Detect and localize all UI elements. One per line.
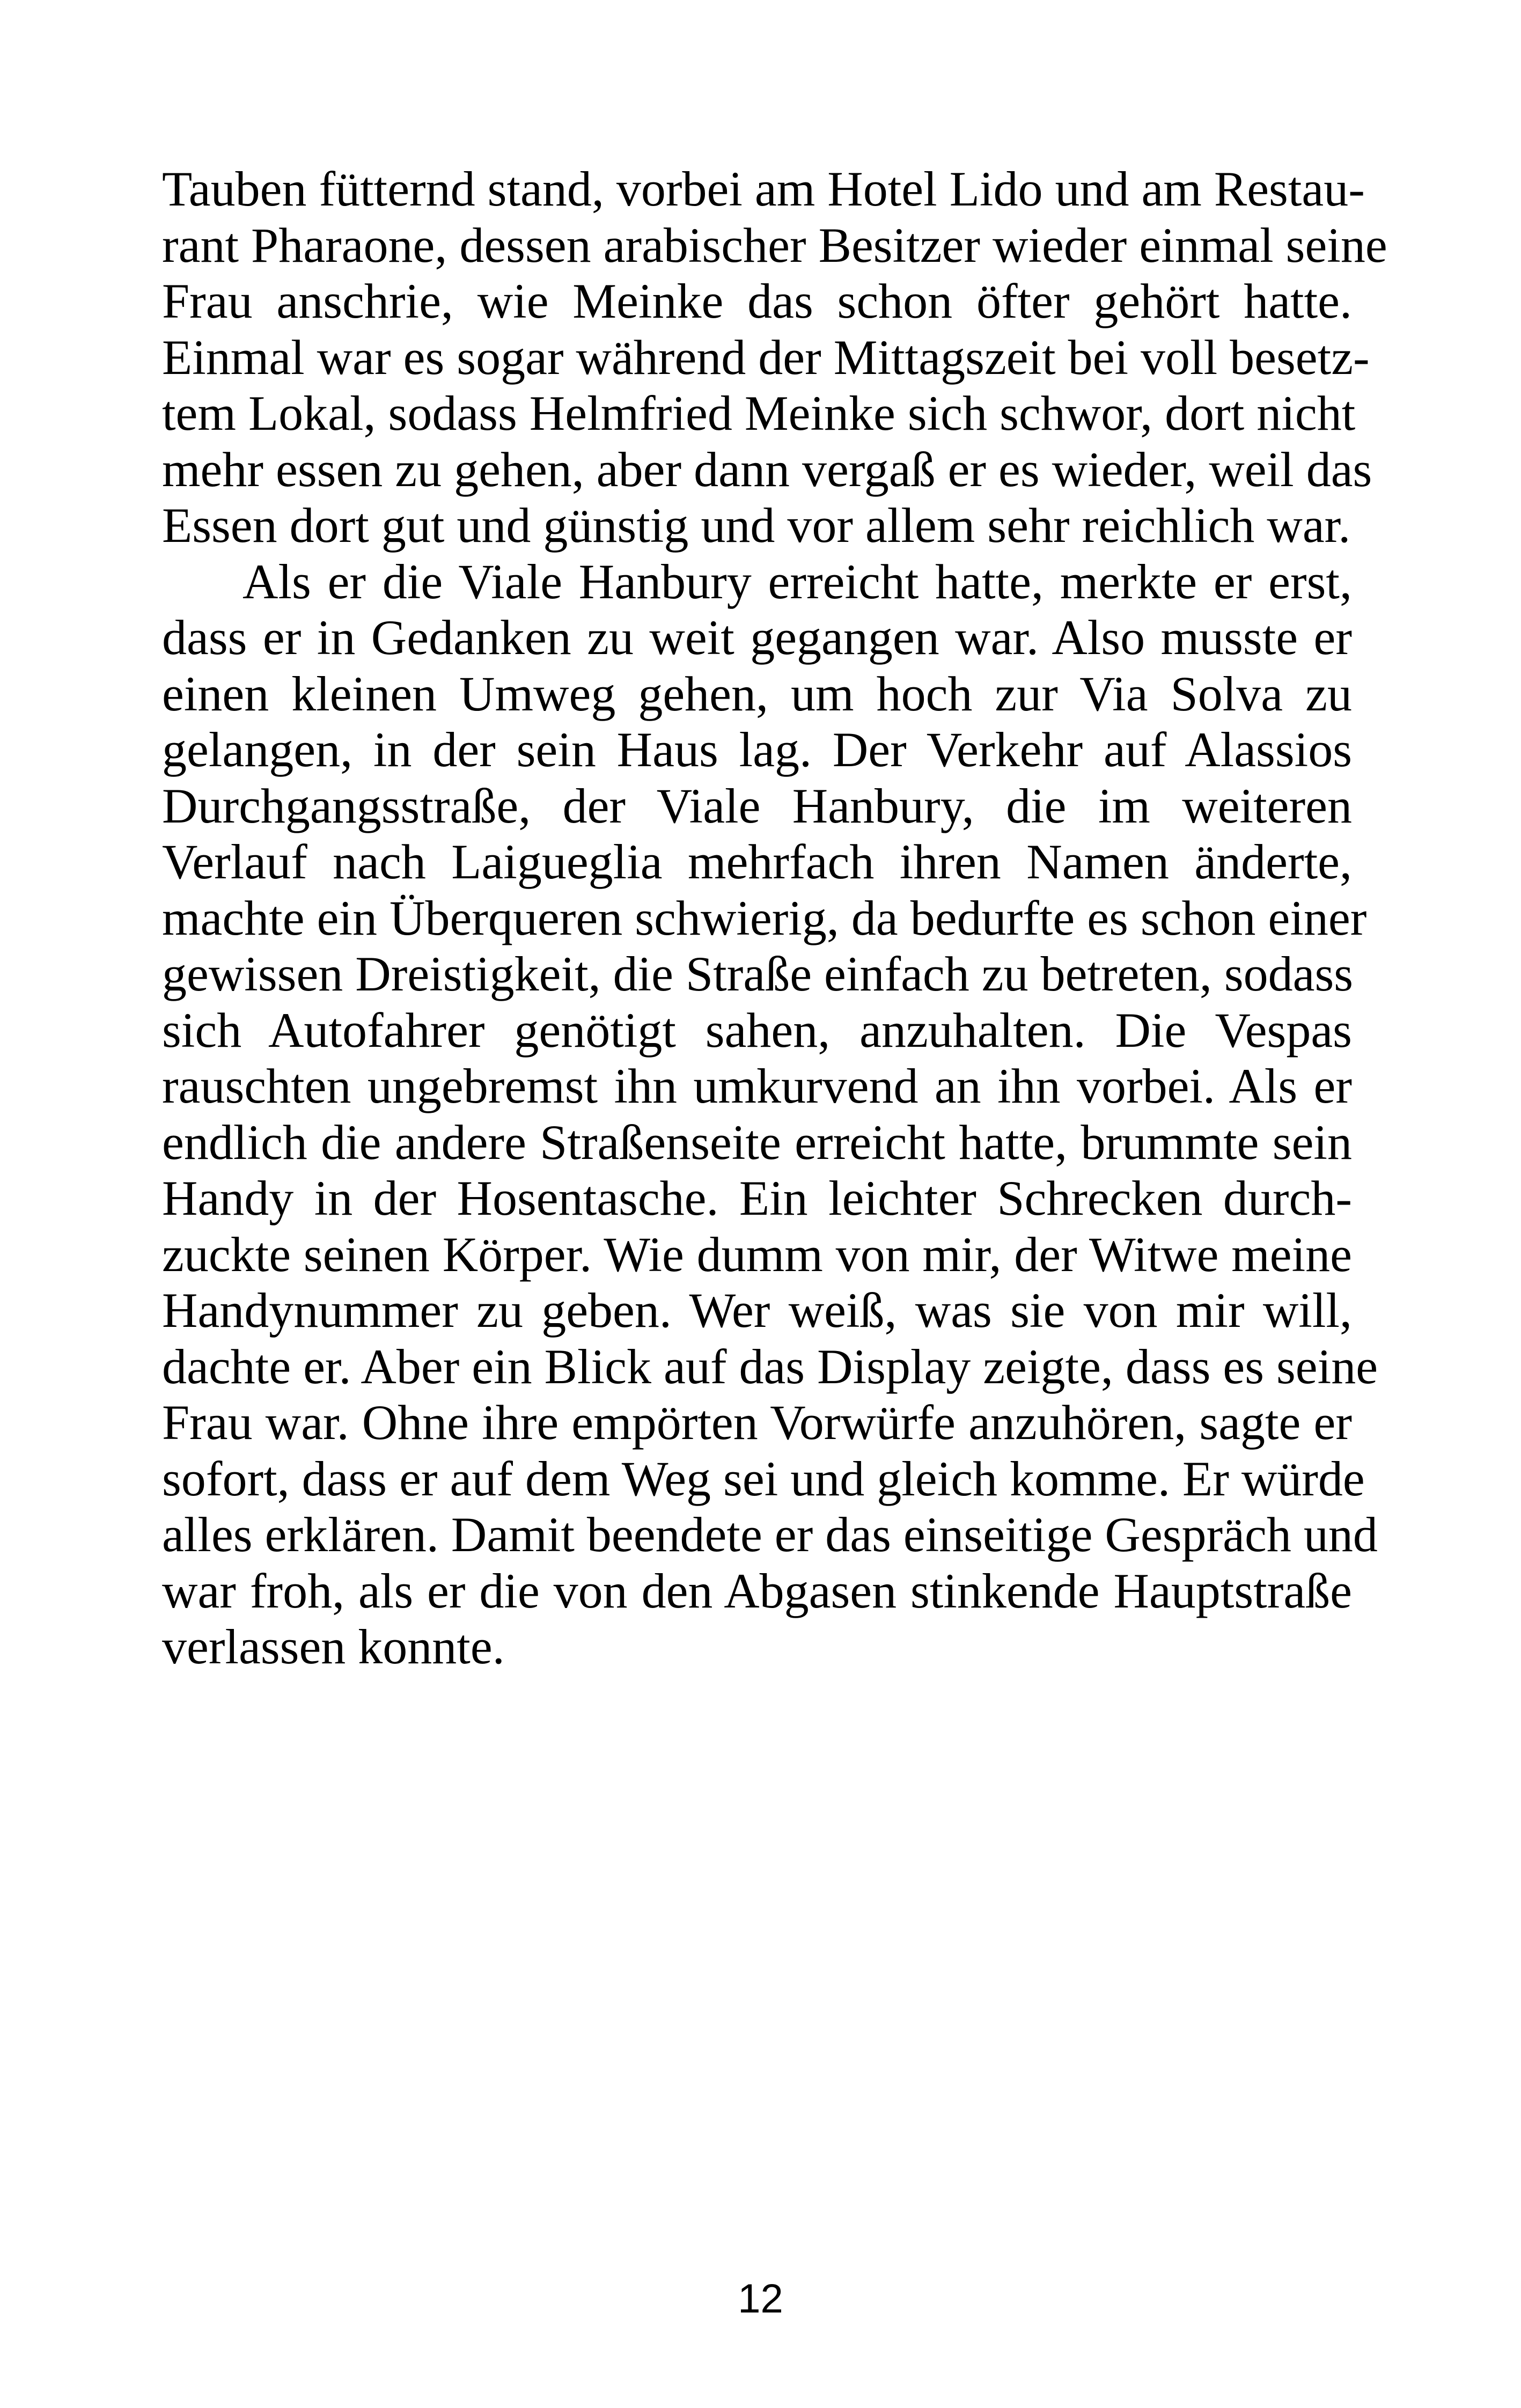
text-line: war froh, als er die von den Abgasen stinkende Hauptstraße — [162, 1563, 1352, 1618]
page-number: 12 — [738, 2276, 783, 2322]
text-line: tem Lokal, sodass Helmfried Meinke sich schwor, dort nicht — [162, 386, 1356, 441]
text-line: zuckte seinen Körper. Wie dumm von mir, der Witwe meine — [162, 1227, 1352, 1282]
text-line: mehr essen zu gehen, aber dann vergaß er es wieder, weil das — [162, 442, 1372, 497]
text-line: dass er in Gedanken zu weit gegangen war. Also musste er — [162, 610, 1352, 665]
text-line: sofort, dass er auf dem Weg sei und gleich komme. Er würde — [162, 1451, 1365, 1506]
text-line: Handynummer zu geben. Wer weiß, was sie von mir will, — [162, 1283, 1352, 1338]
text-line: sich Autofahrer genötigt sahen, anzuhalten. Die Vespas — [162, 1002, 1352, 1058]
text-line: gelangen, in der sein Haus lag. Der Verkehr auf Alassios — [162, 722, 1352, 777]
text-line: Einmal war es sogar während der Mittagszeit bei voll besetz- — [162, 329, 1370, 385]
text-line: Verlauf nach Laiguеglia mehrfach ihren Namen änderte, — [162, 834, 1352, 889]
text-line: alles erklären. Damit beendete er das einseitige Gespräch und — [162, 1507, 1378, 1562]
text-line: Als er die Viale Hanbury erreicht hatte, merkte er erst, — [243, 554, 1352, 609]
paragraph — [162, 161, 1387, 554]
text-line: Frau war. Ohne ihre empörten Vorwürfe anzuhören, sagte er — [162, 1395, 1352, 1450]
text-line: endlich die andere Straßenseite erreicht hatte, brummte sein — [162, 1114, 1352, 1170]
body-text — [162, 161, 1387, 1675]
text-line: dachte er. Aber ein Blick auf das Display zeigte, dass es seine — [162, 1339, 1378, 1394]
text-line: verlassen konnte. — [162, 1619, 505, 1674]
text-line: rant Pharaone, dessen arabischer Besitzer wieder einmal seine — [162, 217, 1387, 273]
text-line: einen kleinen Umweg gehen, um hoch zur Via Solva zu — [162, 666, 1352, 721]
text-line: machte ein Überqueren schwierig, da bedurfte es schon einer — [162, 890, 1367, 945]
paragraph — [162, 554, 1378, 1675]
text-line: Handy in der Hosentasche. Ein leichter Schrecken durch- — [162, 1171, 1352, 1225]
text-line: gewissen Dreistigkeit, die Straße einfach zu betreten, sodass — [162, 946, 1354, 1001]
text-line: rauschten ungebremst ihn umkurvend an ihn vorbei. Als er — [162, 1059, 1352, 1113]
text-line: Frau anschrie, wie Meinke das schon öfter gehört hatte. — [162, 274, 1352, 328]
text-line: Durchgangsstraße, der Viale Hanbury, die im weiteren — [162, 778, 1352, 833]
text-line: Essen dort gut und günstig und vor allem sehr reichlich war. — [162, 498, 1351, 553]
text-line: Tauben fütternd stand, vorbei am Hotel Lido und am Restau- — [162, 161, 1365, 216]
